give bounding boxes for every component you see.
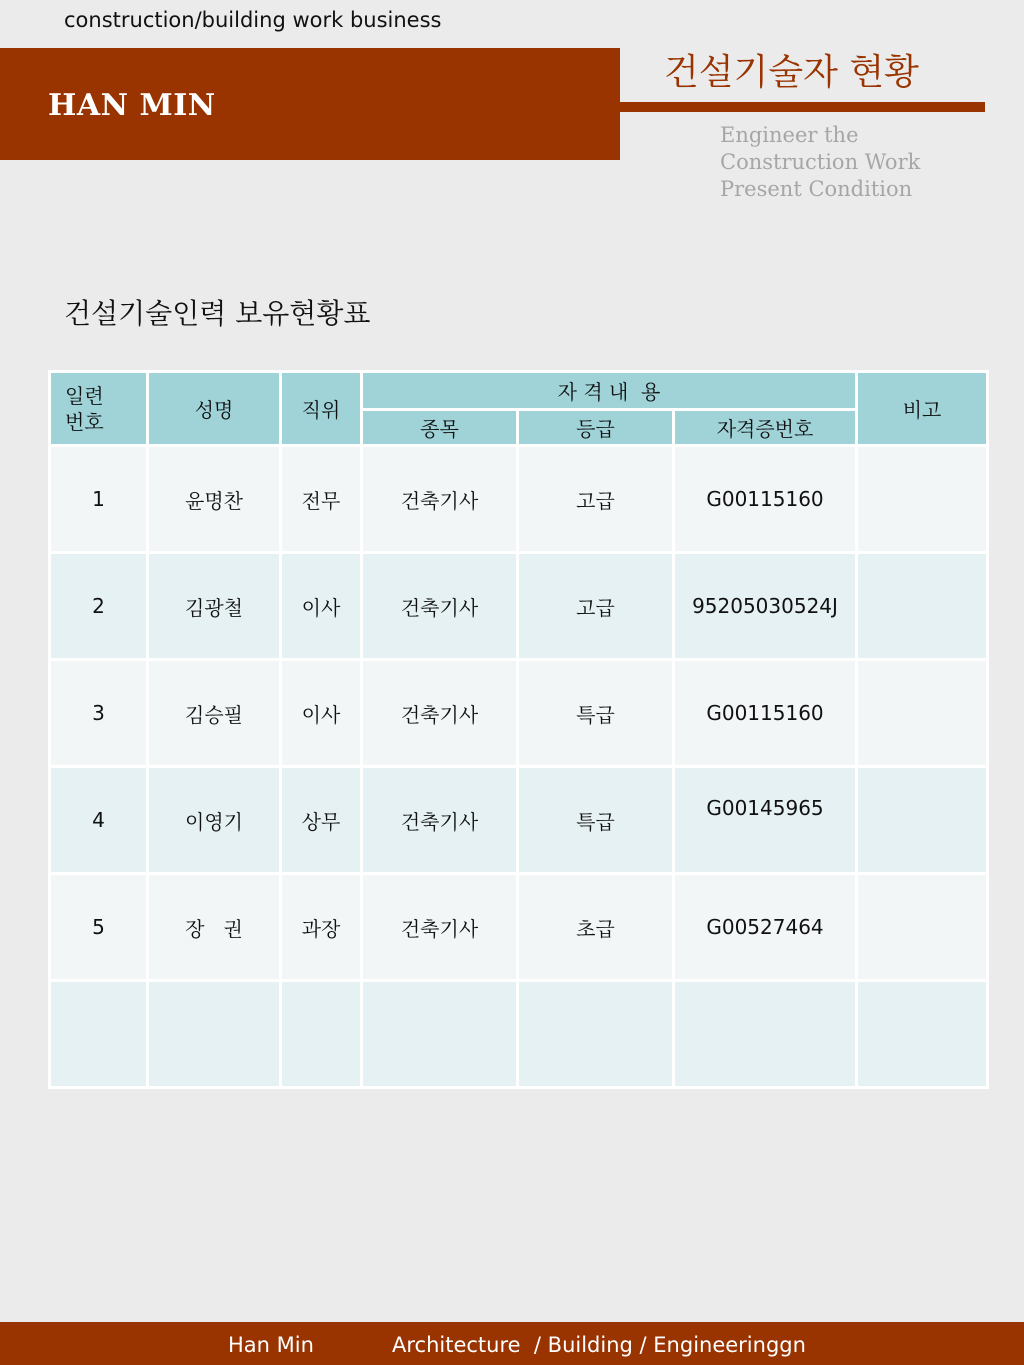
header-remarks: 비고	[857, 372, 988, 446]
header-name: 성명	[148, 372, 281, 446]
cell-no: 3	[50, 660, 148, 767]
cell-grade: 특급	[518, 767, 674, 874]
cell-name: 장 권	[148, 874, 281, 981]
cell-position: 전무	[281, 446, 362, 553]
header-qualification-group: 자 격 내 용	[362, 372, 857, 410]
header-serial-no-line1: 일련	[65, 383, 104, 408]
cell-cert	[674, 981, 857, 1088]
cell-name: 윤명찬	[148, 446, 281, 553]
cell-grade	[518, 981, 674, 1088]
cell-name	[148, 981, 281, 1088]
header-position: 직위	[281, 372, 362, 446]
table-row	[50, 660, 988, 767]
table-row	[50, 981, 988, 1088]
footer-services: Architecture / Building / Engineeringgn	[392, 1333, 806, 1357]
cell-cert: G00145965	[674, 767, 857, 874]
cell-no: 5	[50, 874, 148, 981]
cell-type: 건축기사	[362, 553, 518, 660]
cell-remarks	[857, 874, 988, 981]
page-title: 건설기술자 현황	[664, 52, 919, 93]
top-tagline: construction/building work business	[64, 8, 442, 32]
brand-name: HAN MIN	[48, 88, 216, 123]
cell-position: 이사	[281, 553, 362, 660]
engineer-table-container	[48, 370, 986, 1089]
cell-no: 1	[50, 446, 148, 553]
header-serial-no-line2: 번호	[65, 409, 104, 434]
cell-cert: 95205030524J	[674, 553, 857, 660]
cell-position	[281, 981, 362, 1088]
table-row	[50, 874, 988, 981]
cell-remarks	[857, 767, 988, 874]
section-heading: 건설기술인력 보유현황표	[64, 297, 371, 330]
cell-no	[50, 981, 148, 1088]
cell-no: 2	[50, 553, 148, 660]
cell-type: 건축기사	[362, 660, 518, 767]
subtitle-line: Present Condition	[720, 177, 913, 201]
cell-type: 건축기사	[362, 874, 518, 981]
engineer-table	[48, 370, 989, 1089]
header-serial-no	[50, 372, 148, 446]
table-row	[50, 553, 988, 660]
page-subtitle-en	[720, 122, 920, 203]
table-row	[50, 767, 988, 874]
cell-name: 김승필	[148, 660, 281, 767]
cell-type: 건축기사	[362, 446, 518, 553]
cell-grade: 고급	[518, 553, 674, 660]
subtitle-line: Engineer the	[720, 123, 859, 147]
cell-grade: 고급	[518, 446, 674, 553]
cell-cert: G00115160	[674, 660, 857, 767]
header-certificate-no: 자격증번호	[674, 410, 857, 446]
cell-remarks	[857, 446, 988, 553]
cell-remarks	[857, 660, 988, 767]
cell-name: 이영기	[148, 767, 281, 874]
cell-type: 건축기사	[362, 767, 518, 874]
cell-type	[362, 981, 518, 1088]
cell-position: 과장	[281, 874, 362, 981]
cell-remarks	[857, 981, 988, 1088]
header-qualification-grade: 등급	[518, 410, 674, 446]
header-row	[50, 372, 988, 410]
cell-grade: 특급	[518, 660, 674, 767]
header-qualification-type: 종목	[362, 410, 518, 446]
table-row	[50, 446, 988, 553]
cell-name: 김광철	[148, 553, 281, 660]
cell-grade: 초급	[518, 874, 674, 981]
cell-position: 이사	[281, 660, 362, 767]
cell-no: 4	[50, 767, 148, 874]
cell-cert: G00115160	[674, 446, 857, 553]
cell-cert: G00527464	[674, 874, 857, 981]
footer-company: Han Min	[228, 1333, 314, 1357]
cell-position: 상무	[281, 767, 362, 874]
cell-remarks	[857, 553, 988, 660]
title-rule	[620, 102, 985, 112]
subtitle-line: Construction Work	[720, 150, 921, 174]
